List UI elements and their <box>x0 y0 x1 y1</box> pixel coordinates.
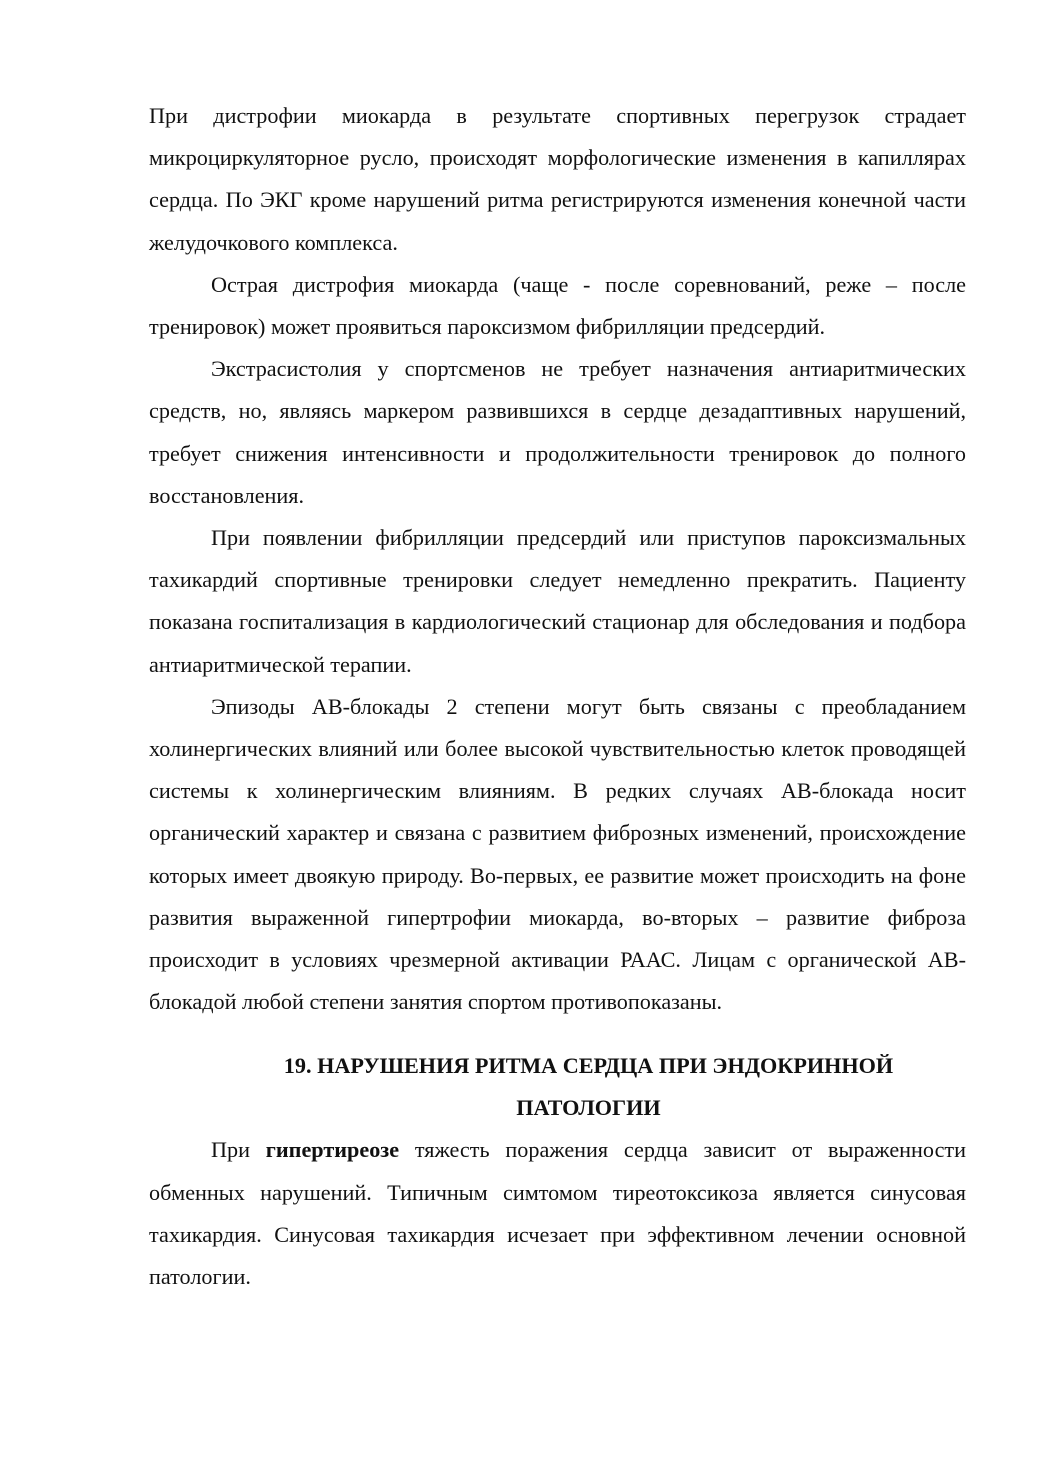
section-heading <box>149 1045 966 1129</box>
section-heading-line-1: 19. НАРУШЕНИЯ РИТМА СЕРДЦА ПРИ ЭНДОКРИННОЙ <box>283 1053 894 1079</box>
term-hyperthyroidism: гипертиреозе <box>265 1137 400 1163</box>
paragraph-atrial-fibrillation: При появлении фибрилляции предсердий или приступов пароксизмальных тахикардий спортивные тренировки следует немедленно прекратить. Пациенту показана госпитализация в кардиологический стационар для обследования и подбора антиаритмической терапии. <box>149 525 966 677</box>
paragraph-hyperthyroidism <box>149 1129 966 1298</box>
section-heading-line-2: ПАТОЛОГИИ <box>516 1095 661 1121</box>
paragraph-rest: тяжесть поражения сердца зависит от выраженности обменных нарушений. Типичным симтомом тиреотоксикоза является синусовая тахикардия. Синусовая тахикардия исчезает при эффективном лечении основной патологии. <box>149 1137 966 1290</box>
document-page <box>149 95 966 1298</box>
paragraph-myocardial-dystrophy: При дистрофии миокарда в результате спортивных перегрузок страдает микроциркуляторное русло, происходят морфологические изменения в капиллярах сердца. По ЭКГ кроме нарушений ритма регистрируются изменения конечной части желудочкового комплекса. <box>149 103 966 255</box>
paragraph-av-block: Эпизоды АВ-блокады 2 степени могут быть связаны с преобладанием холинергических влияний или более высокой чувствительностью клеток проводящей системы к холинергическим влияниям. В редких случаях АВ-блокада носит органический характер и связана с развитием фиброзных изменений, происхождение которых имеет двоякую природу. Во-первых, ее развитие может происходить на фоне развития выраженной гипертрофии миокарда, во-вторых – развитие фиброза происходит в условиях чрезмерной активации РААС. Лицам с органической АВ-блокадой любой степени занятия спортом противопоказаны. <box>149 693 966 1015</box>
paragraph-prefix: При <box>211 1137 266 1163</box>
paragraph-extrasystole: Экстрасистолия у спортсменов не требует назначения антиаритмических средств, но, являясь маркером развившихся в сердце дезадаптивных нарушений, требует снижения интенсивности и продолжительности тренировок до полного восстановления. <box>149 356 966 508</box>
paragraph-acute-dystrophy: Острая дистрофия миокарда (чаще - после соревнований, реже – после тренировок) может проявиться пароксизмом фибрилляции предсердий. <box>149 271 966 340</box>
